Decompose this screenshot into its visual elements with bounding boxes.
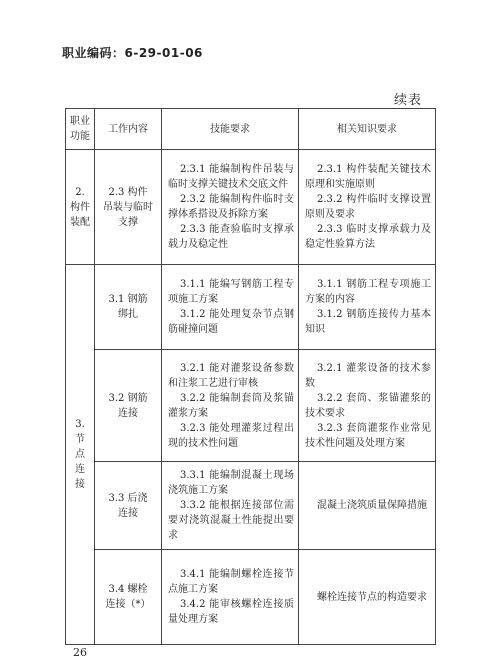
knowledge-cell [299, 265, 436, 350]
work-content-text: 3.3 后浇 连接 [108, 492, 148, 519]
knowledge-item: 2.3.3 临时支撑承载力及稳定性验算方法 [305, 224, 431, 250]
header-skills: 技能要求 [162, 109, 299, 150]
knowledge-cell [299, 150, 436, 265]
header-content: 工作内容 [95, 109, 162, 150]
work-content-cell [95, 265, 162, 350]
skill-item: 3.1.1 能编写钢筋工程专项施工方案 [168, 279, 294, 305]
function-cell [66, 265, 95, 645]
skill-item: 3.4.2 能审核螺栓连接质量处理方案 [168, 599, 294, 625]
table-row [66, 550, 436, 645]
occupation-code: 职业编码：6-29-01-06 [62, 46, 203, 60]
knowledge-cell [299, 350, 436, 462]
competency-table [65, 108, 436, 645]
work-content-cell [95, 350, 162, 462]
knowledge-item: 3.1.1 钢筋工程专项施工方案的内容 [305, 279, 431, 305]
function-cell [66, 150, 95, 265]
table-row [66, 462, 436, 550]
skills-cell [162, 350, 299, 462]
work-content-cell [95, 550, 162, 645]
skill-item: 2.3.3 能查验临时支撑承载力及稳定性 [168, 224, 294, 250]
page-number: 26 [73, 646, 87, 659]
knowledge-item: 3.2.1 灌浆设备的技术参数 [305, 362, 431, 389]
skills-cell [162, 150, 299, 265]
header-knowledge: 相关知识要求 [299, 109, 436, 150]
skill-item: 3.2.2 能编制套筒及浆锚灌浆方案 [168, 392, 294, 419]
continued-label: 续表 [393, 93, 422, 108]
skill-item: 3.3.1 能编制混凝土现场浇筑施工方案 [168, 470, 294, 496]
work-content-text: 3.4 螺栓 连接（*） [105, 584, 151, 610]
knowledge-item: 螺栓连接节点的构造要求 [317, 591, 427, 603]
skill-item: 3.4.1 能编制螺栓连接节点施工方案 [168, 569, 294, 595]
skill-item: 3.2.1 能对灌浆设备参数和注浆工艺进行审核 [168, 362, 294, 389]
function-text: 2. 构件 装配 [70, 186, 90, 228]
knowledge-item: 3.2.2 套筒、浆锚灌浆的技术要求 [305, 392, 431, 419]
skill-item: 3.2.3 能处理灌浆过程出现的技术性问题 [168, 422, 294, 449]
table-row [66, 150, 436, 265]
skill-item: 2.3.2 能编制构件临时支撑体系搭设及拆除方案 [168, 194, 294, 220]
work-content-text: 3.2 钢筋 连接 [108, 392, 148, 419]
skill-item: 3.1.2 能处理复杂节点钢筋碰撞问题 [168, 309, 294, 335]
table-row [66, 265, 436, 350]
skill-item: 3.3.2 能根据连接部位需要对浇筑混凝土性能提出要求 [168, 500, 294, 541]
skills-cell [162, 550, 299, 645]
header-function-text: 职业 功能 [70, 116, 90, 142]
skill-item: 2.3.1 能编制构件吊装与临时支撑关键技术交底文件 [168, 164, 294, 190]
knowledge-item: 3.1.2 钢筋连接传力基本知识 [305, 309, 431, 335]
work-content-text: 3.1 钢筋 绑扎 [108, 294, 148, 320]
knowledge-item: 2.3.1 构件装配关键技术原理和实施原则 [305, 164, 431, 190]
knowledge-item: 混凝土浇筑质量保障措施 [317, 500, 427, 511]
knowledge-cell [299, 462, 436, 550]
header-function [66, 109, 95, 150]
knowledge-cell [299, 550, 436, 645]
work-content-cell [95, 150, 162, 265]
table-header-row [66, 109, 436, 150]
table-row [66, 350, 436, 462]
skills-cell [162, 462, 299, 550]
function-text: 3. 节 点 连 接 [75, 419, 85, 490]
work-content-cell [95, 462, 162, 550]
work-content-text: 2.3 构件 吊装与临时 支撑 [103, 186, 153, 228]
skills-cell [162, 265, 299, 350]
knowledge-item: 2.3.2 构件临时支撑设置原则及要求 [305, 194, 431, 220]
knowledge-item: 3.2.3 套筒灌浆作业常见技术性问题及处理方案 [305, 422, 431, 449]
